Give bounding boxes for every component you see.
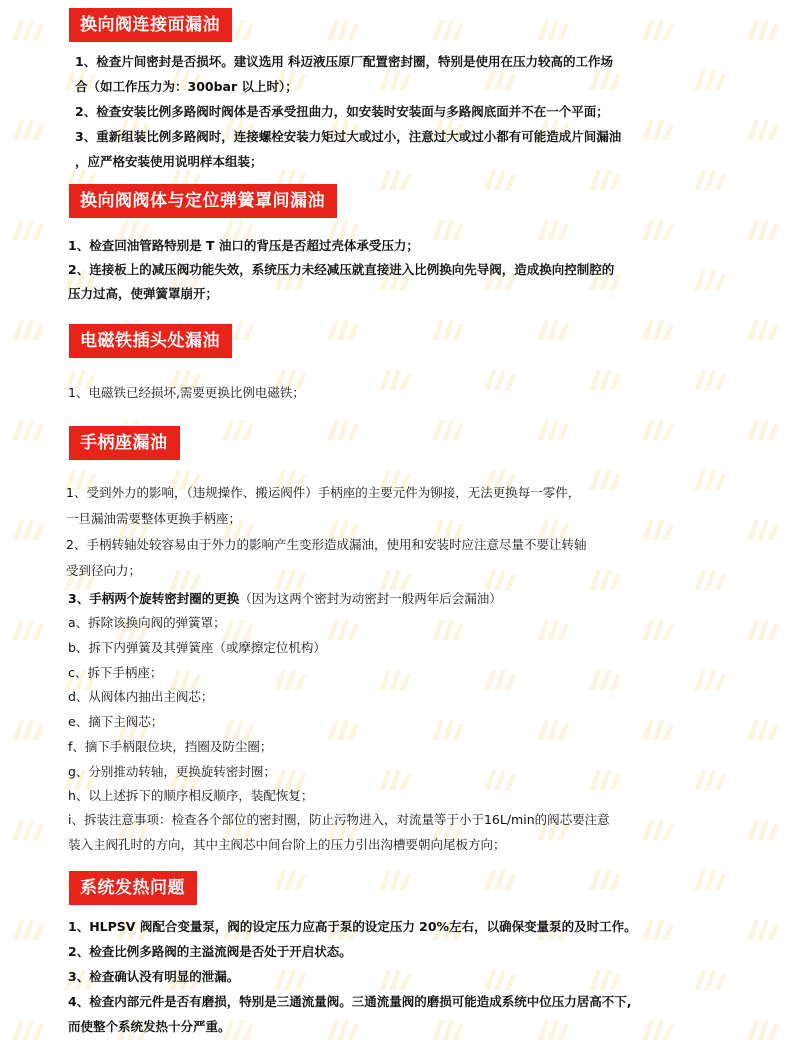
watermark-logo-icon <box>482 768 520 792</box>
section-title-valve-joint-leak: 换向阀连接面漏油 <box>69 8 232 42</box>
watermark-logo-icon <box>377 868 415 892</box>
watermark-logo-icon <box>640 518 678 542</box>
watermark-logo-icon <box>377 968 415 992</box>
watermark-logo-icon <box>587 468 625 492</box>
watermark-logo-icon <box>430 18 468 42</box>
watermark-logo-icon <box>272 568 310 592</box>
body-line: 压力过高，使弹簧罩崩开； <box>68 286 219 301</box>
watermark-logo-icon <box>482 668 520 692</box>
watermark-logo-icon <box>640 318 678 342</box>
watermark-logo-icon <box>325 1018 363 1042</box>
watermark-logo-icon <box>482 68 520 92</box>
watermark-logo-icon <box>325 618 363 642</box>
watermark-logo-icon <box>640 18 678 42</box>
body-line: 1、检查回油管路特别是 T 油口的背压是否超过壳体承受压力； <box>68 238 419 253</box>
watermark-logo-icon <box>745 218 783 242</box>
watermark-logo-icon <box>10 18 48 42</box>
section-title-spring-cover-leak: 换向阀阀体与定位弹簧罩间漏油 <box>69 184 337 218</box>
body-line: 而使整个系统发热十分严重。 <box>68 1019 231 1034</box>
watermark-logo-icon <box>640 418 678 442</box>
watermark-logo-icon <box>692 968 730 992</box>
watermark-logo-icon <box>482 368 520 392</box>
section-title-system-heating: 系统发热问题 <box>69 871 197 905</box>
body-line: 一旦漏油需要整体更换手柄座； <box>66 511 242 526</box>
watermark-logo-icon <box>325 318 363 342</box>
watermark-logo-icon <box>745 518 783 542</box>
watermark-logo-icon <box>10 718 48 742</box>
step-item: i、拆装注意事项：检查各个部位的密封圈，防止污物进入，对流量等于小于16L/min的阀芯要注意 <box>68 812 610 827</box>
watermark-logo-icon <box>692 268 730 292</box>
watermark-logo-icon <box>745 18 783 42</box>
watermark-logo-icon <box>377 68 415 92</box>
watermark-logo-icon <box>745 318 783 342</box>
body-line: 2、检查安装比例多路阀时阀体是否承受扭曲力，如安装时安装面与多路阀底面并不在一个平面； <box>75 104 609 119</box>
watermark-logo-icon <box>692 768 730 792</box>
watermark-logo-icon <box>482 168 520 192</box>
watermark-logo-icon <box>430 318 468 342</box>
sub-heading-bold: 3、手柄两个旋转密封圈的更换 <box>68 591 240 606</box>
body-line: 合（如工作压力为：300bar 以上时）； <box>75 79 298 94</box>
watermark-logo-icon <box>692 668 730 692</box>
watermark-logo-icon <box>377 568 415 592</box>
watermark-logo-icon <box>745 1018 783 1042</box>
watermark-logo-icon <box>10 418 48 442</box>
watermark-logo-icon <box>745 418 783 442</box>
watermark-logo-icon <box>692 568 730 592</box>
body-line: 3、检查确认没有明显的泄漏。 <box>68 969 240 984</box>
body-line: 2、检查比例多路阀的主溢流阀是否处于开启状态。 <box>68 944 352 959</box>
body-line: 1、电磁铁已经损坏,需要更换比例电磁铁； <box>68 385 305 400</box>
watermark-logo-icon <box>535 318 573 342</box>
watermark-logo-icon <box>535 718 573 742</box>
watermark-logo-icon <box>587 68 625 92</box>
watermark-logo-icon <box>745 618 783 642</box>
watermark-logo-icon <box>640 1018 678 1042</box>
watermark-logo-icon <box>640 618 678 642</box>
watermark-logo-icon <box>745 718 783 742</box>
body-line: 1、HLPSV 阀配合变量泵，阀的设定压力应高于泵的设定压力 20%左右，以确保变量泵的及时工作。 <box>68 919 637 934</box>
watermark-logo-icon <box>430 718 468 742</box>
body-line: 受到径向力； <box>66 563 142 578</box>
watermark-logo-icon <box>587 968 625 992</box>
watermark-logo-icon <box>430 1018 468 1042</box>
step-item: h、以上述拆下的顺序相反顺序，装配恢复； <box>68 788 314 803</box>
body-line: 2、手柄转轴处较容易由于外力的影响产生变形造成漏油，使用和安装时应注意尽量不要让转轴 <box>66 537 587 552</box>
step-item: g、分别推动转轴，更换旋转密封圈； <box>68 764 276 779</box>
watermark-logo-icon <box>745 918 783 942</box>
watermark-logo-icon <box>692 868 730 892</box>
step-item: e、摘下主阀芯； <box>68 714 164 729</box>
body-line: ，应严格安装使用说明样本组装； <box>75 154 263 169</box>
watermark-logo-icon <box>325 18 363 42</box>
watermark-logo-icon <box>482 968 520 992</box>
watermark-logo-icon <box>167 568 205 592</box>
watermark-logo-icon <box>220 418 258 442</box>
watermark-logo-icon <box>10 118 48 142</box>
section-title-solenoid-plug-leak: 电磁铁插头处漏油 <box>69 324 232 358</box>
watermark-logo-icon <box>10 218 48 242</box>
watermark-logo-icon <box>272 968 310 992</box>
body-line: 4、检查内部元件是否有磨损，特别是三通流量阀。三通流量阀的磨损可能造成系统中位压力居高不下, <box>68 994 632 1009</box>
watermark-logo-icon <box>10 518 48 542</box>
step-item: d、从阀体内抽出主阀芯； <box>68 689 214 704</box>
watermark-logo-icon <box>692 168 730 192</box>
watermark-logo-icon <box>587 768 625 792</box>
watermark-logo-icon <box>640 718 678 742</box>
watermark-logo-icon <box>325 418 363 442</box>
watermark-logo-icon <box>640 218 678 242</box>
watermark-logo-icon <box>587 568 625 592</box>
watermark-logo-icon <box>377 168 415 192</box>
watermark-logo-icon <box>377 368 415 392</box>
watermark-logo-icon <box>535 618 573 642</box>
watermark-logo-icon <box>692 68 730 92</box>
watermark-logo-icon <box>535 218 573 242</box>
watermark-logo-icon <box>10 318 48 342</box>
watermark-logo-icon <box>430 618 468 642</box>
watermark-logo-icon <box>640 818 678 842</box>
watermark-logo-icon <box>587 168 625 192</box>
body-line: 1、检查片间密封是否损坏。建议选用 科迈液压原厂配置密封圈，特别是使用在压力较高的工作场 <box>75 54 614 69</box>
watermark-logo-icon <box>430 218 468 242</box>
watermark-logo-icon <box>10 818 48 842</box>
step-item: 装入主阀孔时的方向，其中主阀芯中间台阶上的压力引出沟槽要朝向尾板方向； <box>68 837 506 852</box>
watermark-logo-icon <box>377 668 415 692</box>
watermark-logo-icon <box>482 568 520 592</box>
watermark-logo-icon <box>482 868 520 892</box>
watermark-logo-icon <box>325 718 363 742</box>
watermark-logo-icon <box>692 368 730 392</box>
body-line: 1、受到外力的影响，（违规操作、搬运阀件）手柄座的主要元件为铆接，无法更换每一零件， <box>66 485 581 500</box>
sub-heading <box>68 590 502 608</box>
body-line: 2、连接板上的减压阀功能失效，系统压力未经减压就直接进入比例换向先导阀，造成换向控制腔的 <box>68 262 615 277</box>
watermark-logo-icon <box>535 1018 573 1042</box>
watermark-logo-icon <box>745 118 783 142</box>
watermark-logo-icon <box>692 468 730 492</box>
watermark-logo-icon <box>587 368 625 392</box>
watermark-logo-icon <box>535 18 573 42</box>
sub-heading-note: （因为这两个密封为动密封一般两年后会漏油） <box>239 591 502 606</box>
watermark-logo-icon <box>10 618 48 642</box>
watermark-logo-icon <box>640 918 678 942</box>
watermark-logo-icon <box>587 868 625 892</box>
watermark-logo-icon <box>377 768 415 792</box>
watermark-logo-icon <box>587 668 625 692</box>
body-line: 3、重新组装比例多路阀时，连接螺栓安装力矩过大或过小，注意过大或过小都有可能造成片间漏油 <box>75 129 622 144</box>
watermark-logo-icon <box>535 418 573 442</box>
step-item: c、拆下手柄座； <box>68 665 163 680</box>
step-item: a、拆除该换向阀的弹簧罩； <box>68 615 226 630</box>
step-item: f、摘下手柄限位块，挡圈及防尘圈； <box>68 739 273 754</box>
watermark-logo-icon <box>272 868 310 892</box>
watermark-logo-icon <box>272 668 310 692</box>
watermark-logo-icon <box>10 918 48 942</box>
section-title-handle-seat-leak: 手柄座漏油 <box>69 426 180 460</box>
watermark-logo-icon <box>640 118 678 142</box>
watermark-logo-icon <box>430 418 468 442</box>
watermark-logo-icon <box>745 818 783 842</box>
step-item: b、拆下内弹簧及其弹簧座（或摩擦定位机构） <box>68 640 326 655</box>
watermark-logo-icon <box>10 1018 48 1042</box>
